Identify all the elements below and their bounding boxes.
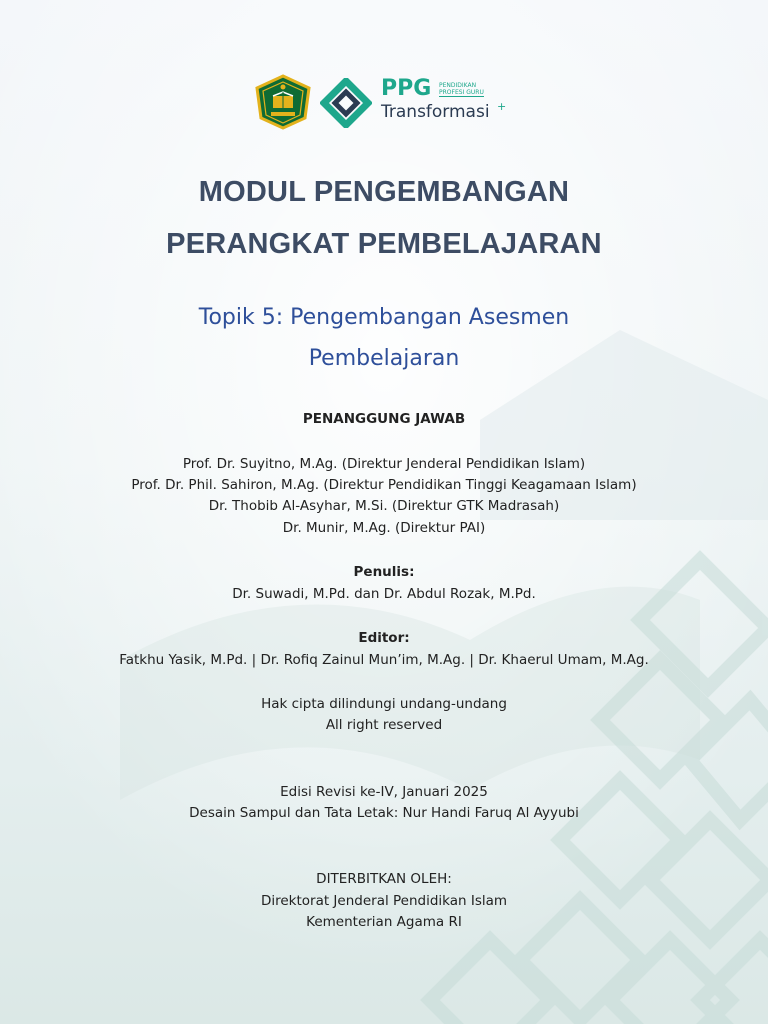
edition-line: Edisi Revisi ke-IV, Januari 2025 [280, 784, 488, 800]
ppg-subtitle [439, 82, 484, 97]
penanggung-jawab-name: Dr. Thobib Al-Asyhar, M.Si. (Direktur GTK Madrasah) [208, 498, 560, 514]
plus-icon: + [497, 100, 507, 113]
editor-names: Fatkhu Yasik, M.Pd. | Dr. Rofiq Zainul Mun’im, M.Ag. | Dr. Khaerul Umam, M.Ag. [119, 652, 649, 668]
logo-row [255, 74, 515, 130]
penanggung-jawab-name: Prof. Dr. Suyitno, M.Ag. (Direktur Jenderal Pendidikan Islam) [182, 456, 586, 472]
design-credit-line: Desain Sampul dan Tata Letak: Nur Handi Faruq Al Ayyubi [189, 805, 579, 821]
subtitle-line2: Pembelajaran [308, 346, 460, 371]
ppg-subtitle-line1: PENDIDIKAN [439, 82, 477, 89]
penanggung-jawab-heading: PENANGGUNG JAWAB [302, 411, 466, 427]
publisher-line1: Direktorat Jenderal Pendidikan Islam [260, 893, 508, 909]
ppg-diamond-icon [320, 78, 372, 128]
publisher-line2: Kementerian Agama RI [306, 914, 462, 930]
page-title-line1: MODUL PENGEMBANGAN [198, 176, 570, 208]
penulis-names: Dr. Suwadi, M.Pd. dan Dr. Abdul Rozak, M.Pd. [232, 586, 536, 602]
ppg-brand: PPG [381, 76, 432, 101]
subtitle-line1: Topik 5: Pengembangan Asesmen [198, 305, 570, 330]
ppg-wordmark [381, 76, 507, 122]
ppg-subtitle-line2: PROFESI GURU [439, 89, 484, 96]
penulis-heading: Penulis: [353, 564, 415, 580]
publisher-heading: DITERBITKAN OLEH: [316, 871, 452, 887]
copyright-line1: Hak cipta dilindungi undang-undang [261, 696, 507, 712]
kemenag-logo-icon [255, 74, 311, 130]
copyright-line2: All right reserved [325, 717, 443, 733]
page-title-line2: PERANGKAT PEMBELAJARAN [166, 228, 602, 260]
penanggung-jawab-name: Dr. Munir, M.Ag. (Direktur PAI) [282, 520, 486, 536]
editor-heading: Editor: [358, 630, 410, 646]
penanggung-jawab-name: Prof. Dr. Phil. Sahiron, M.Ag. (Direktur Pendidikan Tinggi Keagamaan Islam) [131, 477, 637, 493]
ppg-transformasi: Transformasi [381, 102, 490, 122]
